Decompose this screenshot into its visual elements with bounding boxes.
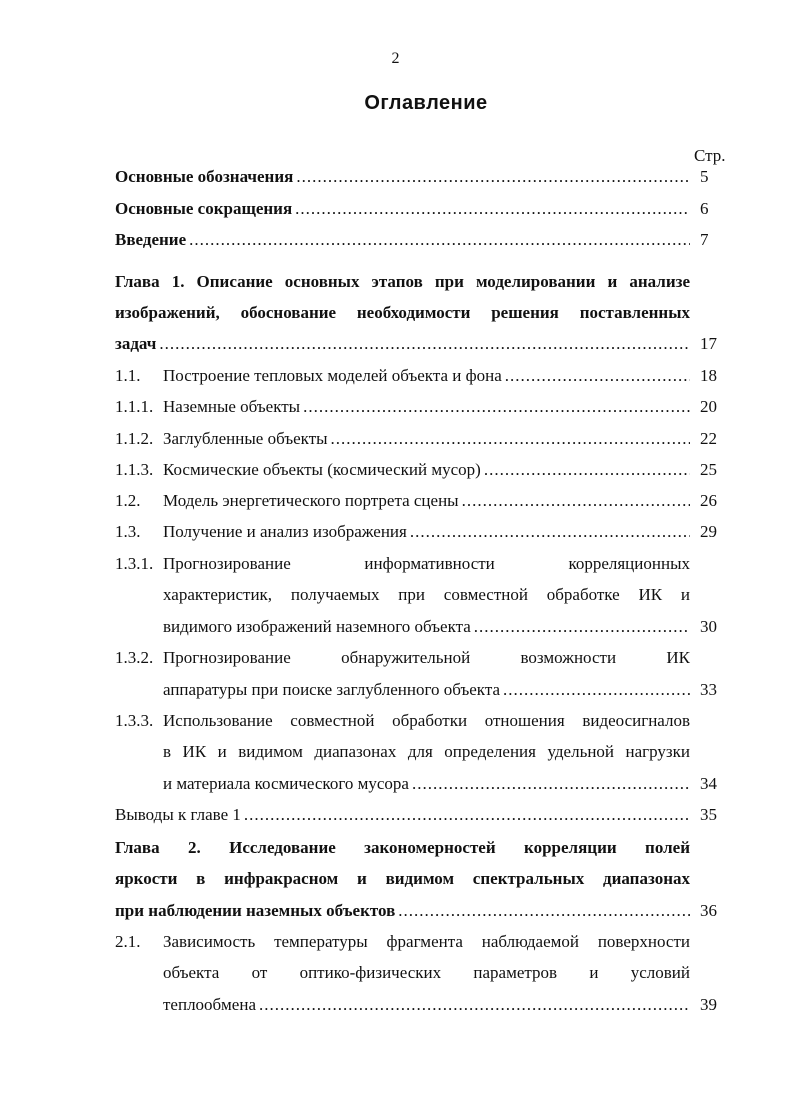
page-column-header: Стр. bbox=[694, 146, 726, 165]
toc-entry-label: Наземные объекты bbox=[163, 397, 301, 416]
page-title: Оглавление bbox=[364, 92, 488, 114]
toc-entry-page: 39 bbox=[700, 995, 717, 1014]
toc-entry-page: 36 bbox=[700, 901, 717, 920]
toc-entry-label: Основные сокращения bbox=[115, 199, 293, 218]
toc-entry-page: 18 bbox=[700, 366, 717, 385]
toc-section-1-1-2 bbox=[163, 428, 690, 450]
toc-section-1-1 bbox=[163, 365, 690, 387]
page-number: 2 bbox=[391, 50, 400, 67]
toc-entry-label: видимого изображений наземного объекта bbox=[163, 617, 471, 636]
toc-entry-label: аппаратуры при поиске заглубленного объекта bbox=[163, 680, 501, 699]
toc-section-number: 2.1. bbox=[115, 932, 141, 951]
toc-section-number: 1.3.3. bbox=[115, 711, 154, 730]
toc-section-number: 1.1. bbox=[115, 366, 141, 385]
toc-chapter-2-line1: Глава 2. Исследование закономерностей корреляции полей bbox=[115, 838, 690, 857]
toc-entry-label: Выводы к главе 1 bbox=[115, 805, 241, 824]
toc-entry-introduction bbox=[115, 229, 690, 251]
toc-section-1-3 bbox=[163, 521, 690, 543]
toc-chapter-2-line2: яркости в инфракрасном и видимом спектральных диапазонах bbox=[115, 869, 690, 888]
toc-section-number: 1.3.1. bbox=[115, 554, 154, 573]
toc-entry-label: Построение тепловых моделей объекта и фона bbox=[163, 366, 502, 385]
toc-section-1-1-3 bbox=[163, 459, 690, 481]
toc-conclusions-chapter-1 bbox=[115, 804, 690, 826]
toc-section-1-2 bbox=[163, 490, 690, 512]
toc-chapter-1-line1: Глава 1. Описание основных этапов при моделировании и анализе bbox=[115, 272, 690, 291]
leader-dots bbox=[189, 229, 690, 251]
toc-entry-label: Введение bbox=[115, 230, 187, 249]
leader-dots bbox=[303, 396, 690, 418]
toc-entry-page: 20 bbox=[700, 397, 717, 416]
toc-entry-label: Основные обозначения bbox=[115, 167, 294, 186]
toc-section-number: 1.2. bbox=[115, 491, 141, 510]
leader-dots bbox=[505, 365, 690, 387]
toc-chapter-1-line2: изображений, обоснование необходимости решения поставленных bbox=[115, 303, 690, 322]
toc-entry-label: задач bbox=[115, 334, 157, 353]
toc-entry-page: 22 bbox=[700, 429, 717, 448]
leader-dots bbox=[412, 773, 690, 795]
toc-entry-label: при наблюдении наземных объектов bbox=[115, 901, 396, 920]
toc-entry-label: Модель энергетического портрета сцены bbox=[163, 491, 459, 510]
toc-entry-page: 26 bbox=[700, 491, 717, 510]
toc-section-1-3-1-line2: характеристик, получаемых при совместной обработке ИК и bbox=[163, 585, 690, 604]
leader-dots bbox=[474, 616, 690, 638]
toc-entry-notation bbox=[115, 166, 690, 188]
toc-entry-page: 29 bbox=[700, 522, 717, 541]
toc-section-number: 1.1.3. bbox=[115, 460, 154, 479]
toc-section-number: 1.1.1. bbox=[115, 397, 154, 416]
leader-dots bbox=[244, 804, 690, 826]
leader-dots bbox=[331, 428, 690, 450]
toc-entry-page: 5 bbox=[700, 167, 709, 186]
toc-entry-label: Получение и анализ изображения bbox=[163, 522, 407, 541]
toc-section-1-3-3-line3 bbox=[163, 773, 690, 795]
leader-dots bbox=[398, 900, 690, 922]
toc-section-2-1-line3 bbox=[163, 994, 690, 1016]
toc-entry-label: теплообмена bbox=[163, 995, 256, 1014]
toc-entry-page: 35 bbox=[700, 805, 717, 824]
toc-entry-page: 25 bbox=[700, 460, 717, 479]
toc-entry-page: 6 bbox=[700, 199, 709, 218]
toc-entry-page: 17 bbox=[700, 334, 717, 353]
toc-entry-page: 30 bbox=[700, 617, 717, 636]
toc-section-number: 1.3. bbox=[115, 522, 141, 541]
toc-section-1-3-1-line1: Прогнозирование информативности корреляционных bbox=[163, 554, 690, 573]
toc-entry-page: 34 bbox=[700, 774, 717, 793]
leader-dots bbox=[410, 521, 690, 543]
leader-dots bbox=[159, 333, 690, 355]
toc-section-1-3-2-line2 bbox=[163, 679, 690, 701]
leader-dots bbox=[259, 994, 690, 1016]
toc-entry-label: и материала космического мусора bbox=[163, 774, 409, 793]
toc-section-1-3-1-line3 bbox=[163, 616, 690, 638]
toc-section-1-3-2-line1: Прогнозирование обнаружительной возможности ИК bbox=[163, 648, 690, 667]
toc-entry-label: Заглубленные объекты bbox=[163, 429, 328, 448]
toc-chapter-1-line3 bbox=[115, 333, 690, 355]
leader-dots bbox=[503, 679, 690, 701]
leader-dots bbox=[484, 459, 690, 481]
toc-section-1-3-3-line1: Использование совместной обработки отношения видеосигналов bbox=[163, 711, 690, 730]
leader-dots bbox=[295, 198, 690, 220]
toc-section-2-1-line2: объекта от оптико-физических параметров и условий bbox=[163, 963, 690, 982]
toc-section-1-1-1 bbox=[163, 396, 690, 418]
toc-entry-page: 33 bbox=[700, 680, 717, 699]
toc-entry-label: Космические объекты (космический мусор) bbox=[163, 460, 481, 479]
toc-section-2-1-line1: Зависимость температуры фрагмента наблюдаемой поверхности bbox=[163, 932, 690, 951]
leader-dots bbox=[462, 490, 690, 512]
toc-entry-page: 7 bbox=[700, 230, 709, 249]
toc-section-1-3-3-line2: в ИК и видимом диапазонах для определения удельной нагрузки bbox=[163, 742, 690, 761]
toc-entry-abbreviations bbox=[115, 198, 690, 220]
toc-section-number: 1.1.2. bbox=[115, 429, 154, 448]
toc-chapter-2-line3 bbox=[115, 900, 690, 922]
toc-section-number: 1.3.2. bbox=[115, 648, 154, 667]
leader-dots bbox=[296, 166, 690, 188]
